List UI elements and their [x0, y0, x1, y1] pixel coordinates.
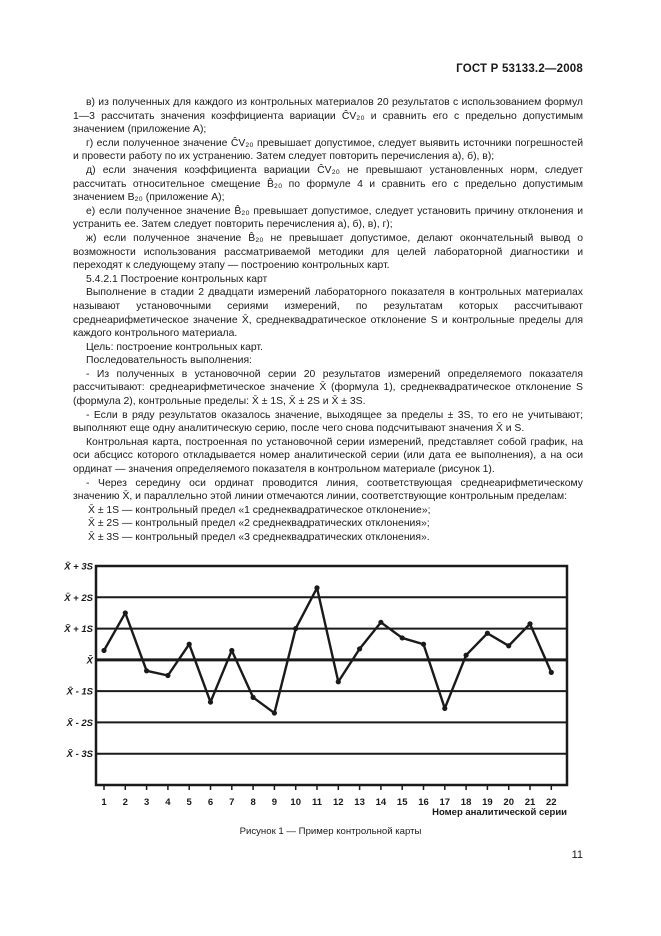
data-point [506, 643, 511, 648]
limit-item-2s: X̄ ± 2S — контрольный предел «2 среднеквадратических отклонения»; [88, 518, 430, 530]
x-tick-label: 1 [101, 797, 107, 808]
data-point [187, 642, 192, 647]
series-line [104, 588, 551, 713]
data-point [549, 670, 554, 675]
paragraph-sequence: Последовательность выполнения: [86, 355, 252, 367]
data-point [144, 668, 149, 673]
limit-item-1s: X̄ ± 1S — контрольный предел «1 среднеквадратическое отклонение»; [88, 504, 431, 516]
x-tick-label: 14 [375, 797, 387, 808]
y-tick-label: X̄ - 1S [66, 686, 93, 698]
section-heading: 5.4.2.1 Построение контрольных карт [86, 273, 268, 285]
x-tick-label: 12 [333, 797, 344, 808]
paragraph-g: г) если полученное значение ĈV₂₀ превышает допустимое, следует выявить источники погрешностей и провести работу по их устранению. Затем следует повторить перечисления а), б), в); [73, 137, 583, 163]
data-point [421, 642, 426, 647]
x-tick-label: 2 [122, 797, 128, 808]
x-tick-label: 5 [186, 797, 192, 808]
x-tick-label: 19 [482, 797, 493, 808]
data-point [251, 695, 256, 700]
y-tick-label: X̄ + 3S [64, 561, 93, 573]
data-point [378, 620, 383, 625]
x-tick-label: 13 [354, 797, 365, 808]
data-point [314, 585, 319, 590]
x-tick-label: 18 [460, 797, 472, 808]
data-point [208, 699, 213, 704]
paragraph-stage2: Выполнение в стадии 2 двадцати измерений лабораторного показателя в контрольных материалах называют установочными сериями измерений, по результатам которых рассчитывают среднеарифметическое значение X̄, среднеквадратическое отклонение S и контрольные пределы для каждого контрольного материала. [73, 287, 583, 340]
paragraph-goal: Цель: построение контрольных карт. [86, 341, 263, 353]
data-point [485, 631, 490, 636]
paragraph-zh: ж) если полученное значение B̂₂₀ не превышает допустимое, делают окончательный вывод о возможности использования рассматриваемой методики для целей лабораторной диагностики и переходят к следующему этапу — построению контрольных карт. [73, 232, 583, 272]
data-point [527, 621, 532, 626]
x-tick-label: 22 [546, 797, 557, 808]
x-tick-label: 6 [207, 797, 214, 808]
data-point [123, 610, 128, 615]
y-tick-label: X̄ + 1S [64, 624, 93, 636]
paragraph-v: в) из полученных для каждого из контрольных материалов 20 результатов с использованием формул 1—3 рассчитать значения коэффициента вариации ĈV₂₀ и сравнить его с предельно допустимым значением (приложение А); [73, 97, 583, 136]
data-point [229, 648, 234, 653]
paragraph-d: д) если значения коэффициента вариации ĈV₂₀ не превышают установленных норм, следует рассчитать относительное смещение B̂₂₀ по формуле 4 и сравнить его с предельно допустимым значением B₂₀ (приложение А); [73, 164, 583, 204]
data-point [464, 653, 469, 658]
document-header: ГОСТ Р 53133.2—2008 [456, 63, 583, 75]
data-point [400, 635, 405, 640]
x-tick-label: 8 [250, 797, 256, 808]
x-tick-label: 16 [418, 797, 429, 808]
data-point [101, 648, 106, 653]
x-tick-label: 7 [229, 797, 235, 808]
data-point [293, 626, 298, 631]
x-tick-label: 17 [439, 797, 451, 808]
x-tick-label: 15 [396, 797, 408, 808]
paragraph-outlier: - Если в ряду результатов оказалось значение, выходящее за пределы ± 3S, то его не учитывают; выполняют еще одну аналитическую серию, после чего снова подсчитывают значения X̄ и S. [73, 409, 583, 435]
data-point [336, 679, 341, 684]
paragraph-calc: - Из полученных в установочной серии 20 результатов измерений определяемого показателя рассчитывают: среднеарифметическое значение X̄ (формула 1), среднеквадратическое отклонение S (формула 2), контрольные пределы: X̄ ± 1S, X̄ ± 2S и X̄ ± 3S. [73, 368, 583, 408]
x-tick-label: 11 [311, 797, 323, 808]
paragraph-e: е) если полученное значение B̂₂₀ превышает допустимое, следует установить причину отклонения и устранить ее. Затем следует повторить перечисления а), б), в), г); [73, 205, 583, 231]
x-tick-label: 4 [165, 797, 171, 808]
y-tick-label: X̄ - 2S [66, 717, 93, 729]
figure-caption: Рисунок 1 — Пример контрольной карты [239, 826, 422, 837]
x-tick-label: 21 [524, 797, 536, 808]
x-tick-label: 3 [143, 797, 150, 808]
x-axis-label: Номер аналитической серии [432, 807, 567, 818]
data-point [442, 706, 447, 711]
data-point [165, 673, 170, 678]
limit-item-3s: X̄ ± 3S — контрольный предел «3 среднеквадратических отклонения». [88, 532, 430, 543]
paragraph-lines: - Через середину оси ординат проводится линия, соответствующая среднеарифметическому значению X̄, и параллельно этой линии отмечаются линии, соответствующие контрольным пределам: [73, 477, 583, 503]
page-number: 11 [571, 849, 583, 861]
x-tick-label: 9 [271, 797, 278, 808]
y-tick-label: X̄ [86, 655, 93, 667]
y-tick-label: X̄ + 2S [64, 592, 93, 604]
x-tick-label: 10 [290, 797, 301, 808]
y-tick-label: X̄ - 3S [66, 749, 93, 761]
data-point [357, 646, 362, 651]
paragraph-control-chart: Контрольная карта, построенная по установочной серии измерений, представляет собой график, на оси абсцисс которого откладывается номер аналитической серии (или дата ее выполнения), а на оси ординат — значения определяемого показателя в контрольном материале (рисунок 1). [73, 436, 583, 476]
data-point [272, 710, 277, 715]
x-tick-label: 20 [503, 797, 514, 808]
